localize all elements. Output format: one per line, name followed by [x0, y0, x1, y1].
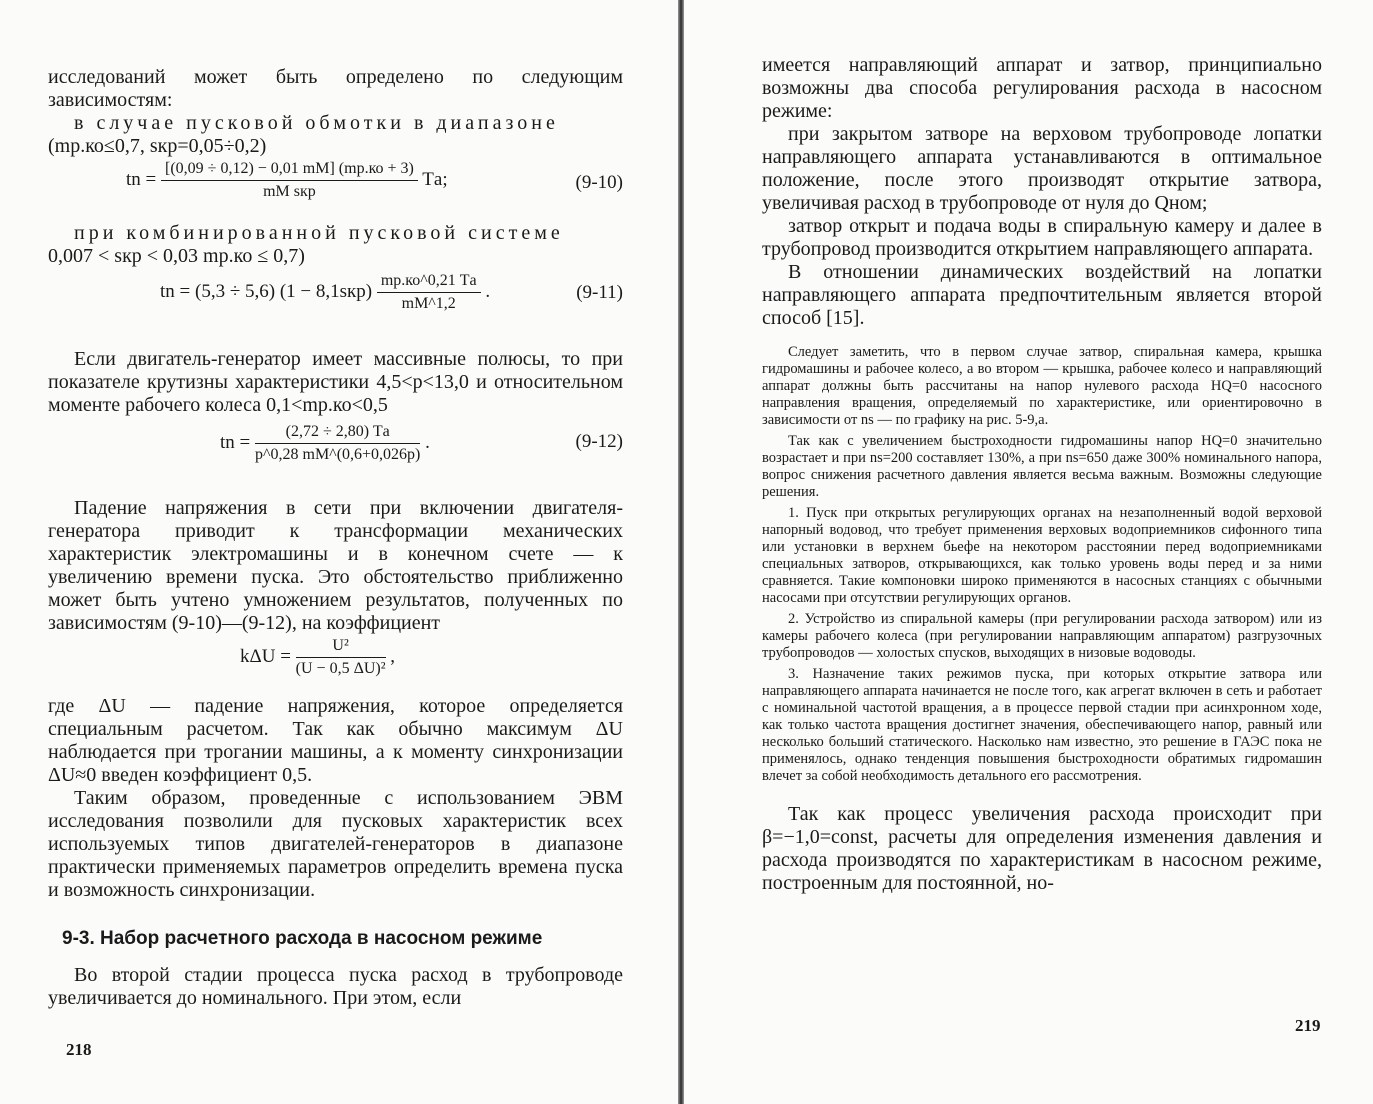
- formula-9-11-numerator: mр.ко^0,21 Tа: [377, 272, 481, 293]
- solution-one: 1. Пуск при открытых регулирующих органах на незаполненный водой верховой напорный водовод, что требует применения верховых водоприемников сифонного типа или установки в верхнем бьефе на некотором расстоянии перед водоприемниками специальных затворов, открывающихся, как только уровень воды перед и за ними сравняется. Такие компоновки широко применяются в насосных станциях с обычными насосами при отсутствии регулирующих органов.: [762, 505, 1322, 606]
- preferred-method-paragraph: В отношении динамических воздействий на лопатки направляющего аппарата предпочтительным является второй способ [15].: [762, 261, 1322, 329]
- formula-k-denominator: (U − 0,5 ΔU)²: [295, 660, 386, 677]
- formula-9-11-denominator: mM^1,2: [401, 295, 456, 312]
- formula-9-11-number: (9-11): [576, 282, 623, 303]
- case1-condition: (mр.ко≤0,7, sкр=0,05÷0,2): [48, 135, 267, 157]
- note-speed-increase: Так как с увеличением быстроходности гидромашины напор HQ=0 значительно возрастает и при ns=200 составляет 130%, а при ns=650 даже 300% номинального напора, вопрос снижения расчетного давления является весьма важным. Возможны следующие решения.: [762, 433, 1322, 500]
- method-one-paragraph: при закрытом затворе на верховом трубопроводе лопатки направляющего аппарата устанавливаются в оптимальное положение, после этого производят открытие затвора, увеличивая расход в трубопроводе от нуля до Qном;: [762, 123, 1322, 214]
- formula-9-12: [48, 417, 623, 479]
- formula-9-10-number: (9-10): [575, 172, 623, 193]
- formula-9-12-numerator: (2,72 ÷ 2,80) Tа: [255, 423, 420, 444]
- solution-two: 2. Устройство из спиральной камеры (при регулировании расхода затвором) или из камеры рабочего колеса (при регулировании направляющим аппаратом) разгрузочных трубопроводов — холостых спусков, выходящих в низовые водоводы.: [762, 611, 1322, 661]
- formula-9-10: [48, 158, 623, 218]
- section-heading: 9-3. Набор расчетного расхода в насосном режиме: [62, 928, 543, 949]
- note-design-pressure: Следует заметить, что в первом случае затвор, спиральная камера, крышка гидромашины и рабочее колесо, а во втором — крышка, рабочее колесо и направляющий аппарат должны быть рассчитаны на напор нулевого расхода HQ=0 насосного направления вращения, определяемый по характеристике, или ориентировочно в зависимости от ns — по графику на рис. 5-9,а.: [762, 344, 1322, 428]
- right-page-number: 219: [1295, 1016, 1321, 1035]
- formula-9-10-denominator: mM sкр: [263, 183, 316, 200]
- formula-k-lhs: kΔU =: [240, 645, 291, 667]
- final-paragraph: Так как процесс увеличения расхода происходит при β=−1,0=const, расчеты для определения изменения давления и расхода производятся по характеристикам в насосном режиме, построенным для постоянной, но-: [762, 803, 1322, 894]
- conclusion-paragraph: Таким образом, проведенные с использованием ЭВМ исследования позволили для пусковых характеристик всех используемых типов двигателей-генераторов в диапазоне практически применяемых параметров определить времена пуска и возможность синхронизации.: [48, 787, 623, 901]
- left-column: [48, 66, 623, 1010]
- case1-lead: в случае пусковой обмотки в диапазоне: [74, 112, 559, 134]
- formula-9-12-lhs: tn =: [220, 431, 251, 453]
- method-two-paragraph: затвор открыт и подача воды в спиральную камеру и далее в трубопровод производится открытием направляющего аппарата.: [762, 215, 1322, 260]
- formula-9-10-lhs: tn =: [126, 168, 157, 190]
- formula-9-11-lhs: tn = (5,3 ÷ 5,6) (1 − 8,1sкр): [160, 280, 373, 302]
- formula-9-12-fraction: [255, 423, 420, 464]
- voltage-drop-paragraph: Падение напряжения в сети при включении двигателя-генератора приводит к трансформации механических характеристик электромашины и в конечном счете — к увеличению времени пуска. Это обстоятельство приближенно может быть учтено умножением результатов, полученных по зависимостям (9-10)—(9-12), на коэффициент: [48, 497, 623, 634]
- formula-k-rhs: ,: [390, 645, 396, 667]
- regulation-intro: имеется направляющий аппарат и затвор, принципиально возможны два способа регулирования расхода в насосном режиме:: [762, 54, 1322, 122]
- right-column: [762, 54, 1322, 895]
- left-page-number: 218: [66, 1040, 92, 1059]
- formula-k-numerator: U²: [296, 637, 386, 658]
- formula-9-12-denominator: p^0,28 mM^(0,6+0,026p): [255, 446, 421, 463]
- formula-k-delta-u: [48, 635, 623, 691]
- formula-9-11-rhs: .: [485, 280, 491, 302]
- formula-9-12-number: (9-12): [575, 431, 623, 452]
- formula-9-12-rhs: .: [425, 431, 430, 453]
- formula-9-10-numerator: [(0,09 ÷ 0,12) − 0,01 mM] (mр.ко + 3): [161, 160, 418, 181]
- case2-condition: 0,007 < sкр < 0,03 mр.ко ≤ 0,7): [48, 245, 305, 267]
- where-paragraph: где ΔU — падение напряжения, которое определяется специальным расчетом. Так как обычно максимум ΔU наблюдается при трогании машины, а к моменту синхронизации ΔU≈0 введен коэффициент 0,5.: [48, 695, 623, 786]
- formula-9-11: [48, 268, 623, 332]
- case2-lead: при комбинированной пусковой системе: [74, 222, 564, 244]
- massive-poles-paragraph: Если двигатель-генератор имеет массивные полюсы, то при показателе крутизны характеристики 4,5<p<13,0 и относительном моменте рабочего колеса 0,1<mр.ко<0,5: [48, 348, 623, 416]
- formula-k-fraction: [296, 637, 386, 678]
- formula-9-10-rhs: Tа;: [422, 168, 448, 190]
- intro-text: исследований может быть определено по следующим зависимостям:: [48, 66, 623, 111]
- formula-9-10-fraction: [161, 160, 418, 201]
- section-paragraph: Во второй стадии процесса пуска расход в трубопроводе увеличивается до номинального. При этом, если: [48, 964, 623, 1009]
- formula-9-11-fraction: [377, 272, 481, 313]
- solution-three: 3. Назначение таких режимов пуска, при которых открытие затвора или направляющего аппарата начинается не после того, как агрегат включен в сеть и работает с номинальной частотой вращения, а в процессе первой стадии при асинхронном ходе, как только частота вращения достигнет значения, обеспечивающего напор, равный или несколько больший статического. Насколько нам известно, это решение в ГАЭС пока не применялось, однако тенденция повышения быстроходности обратимых гидромашин влечет за собой необходимость детального его рассмотрения.: [762, 666, 1322, 784]
